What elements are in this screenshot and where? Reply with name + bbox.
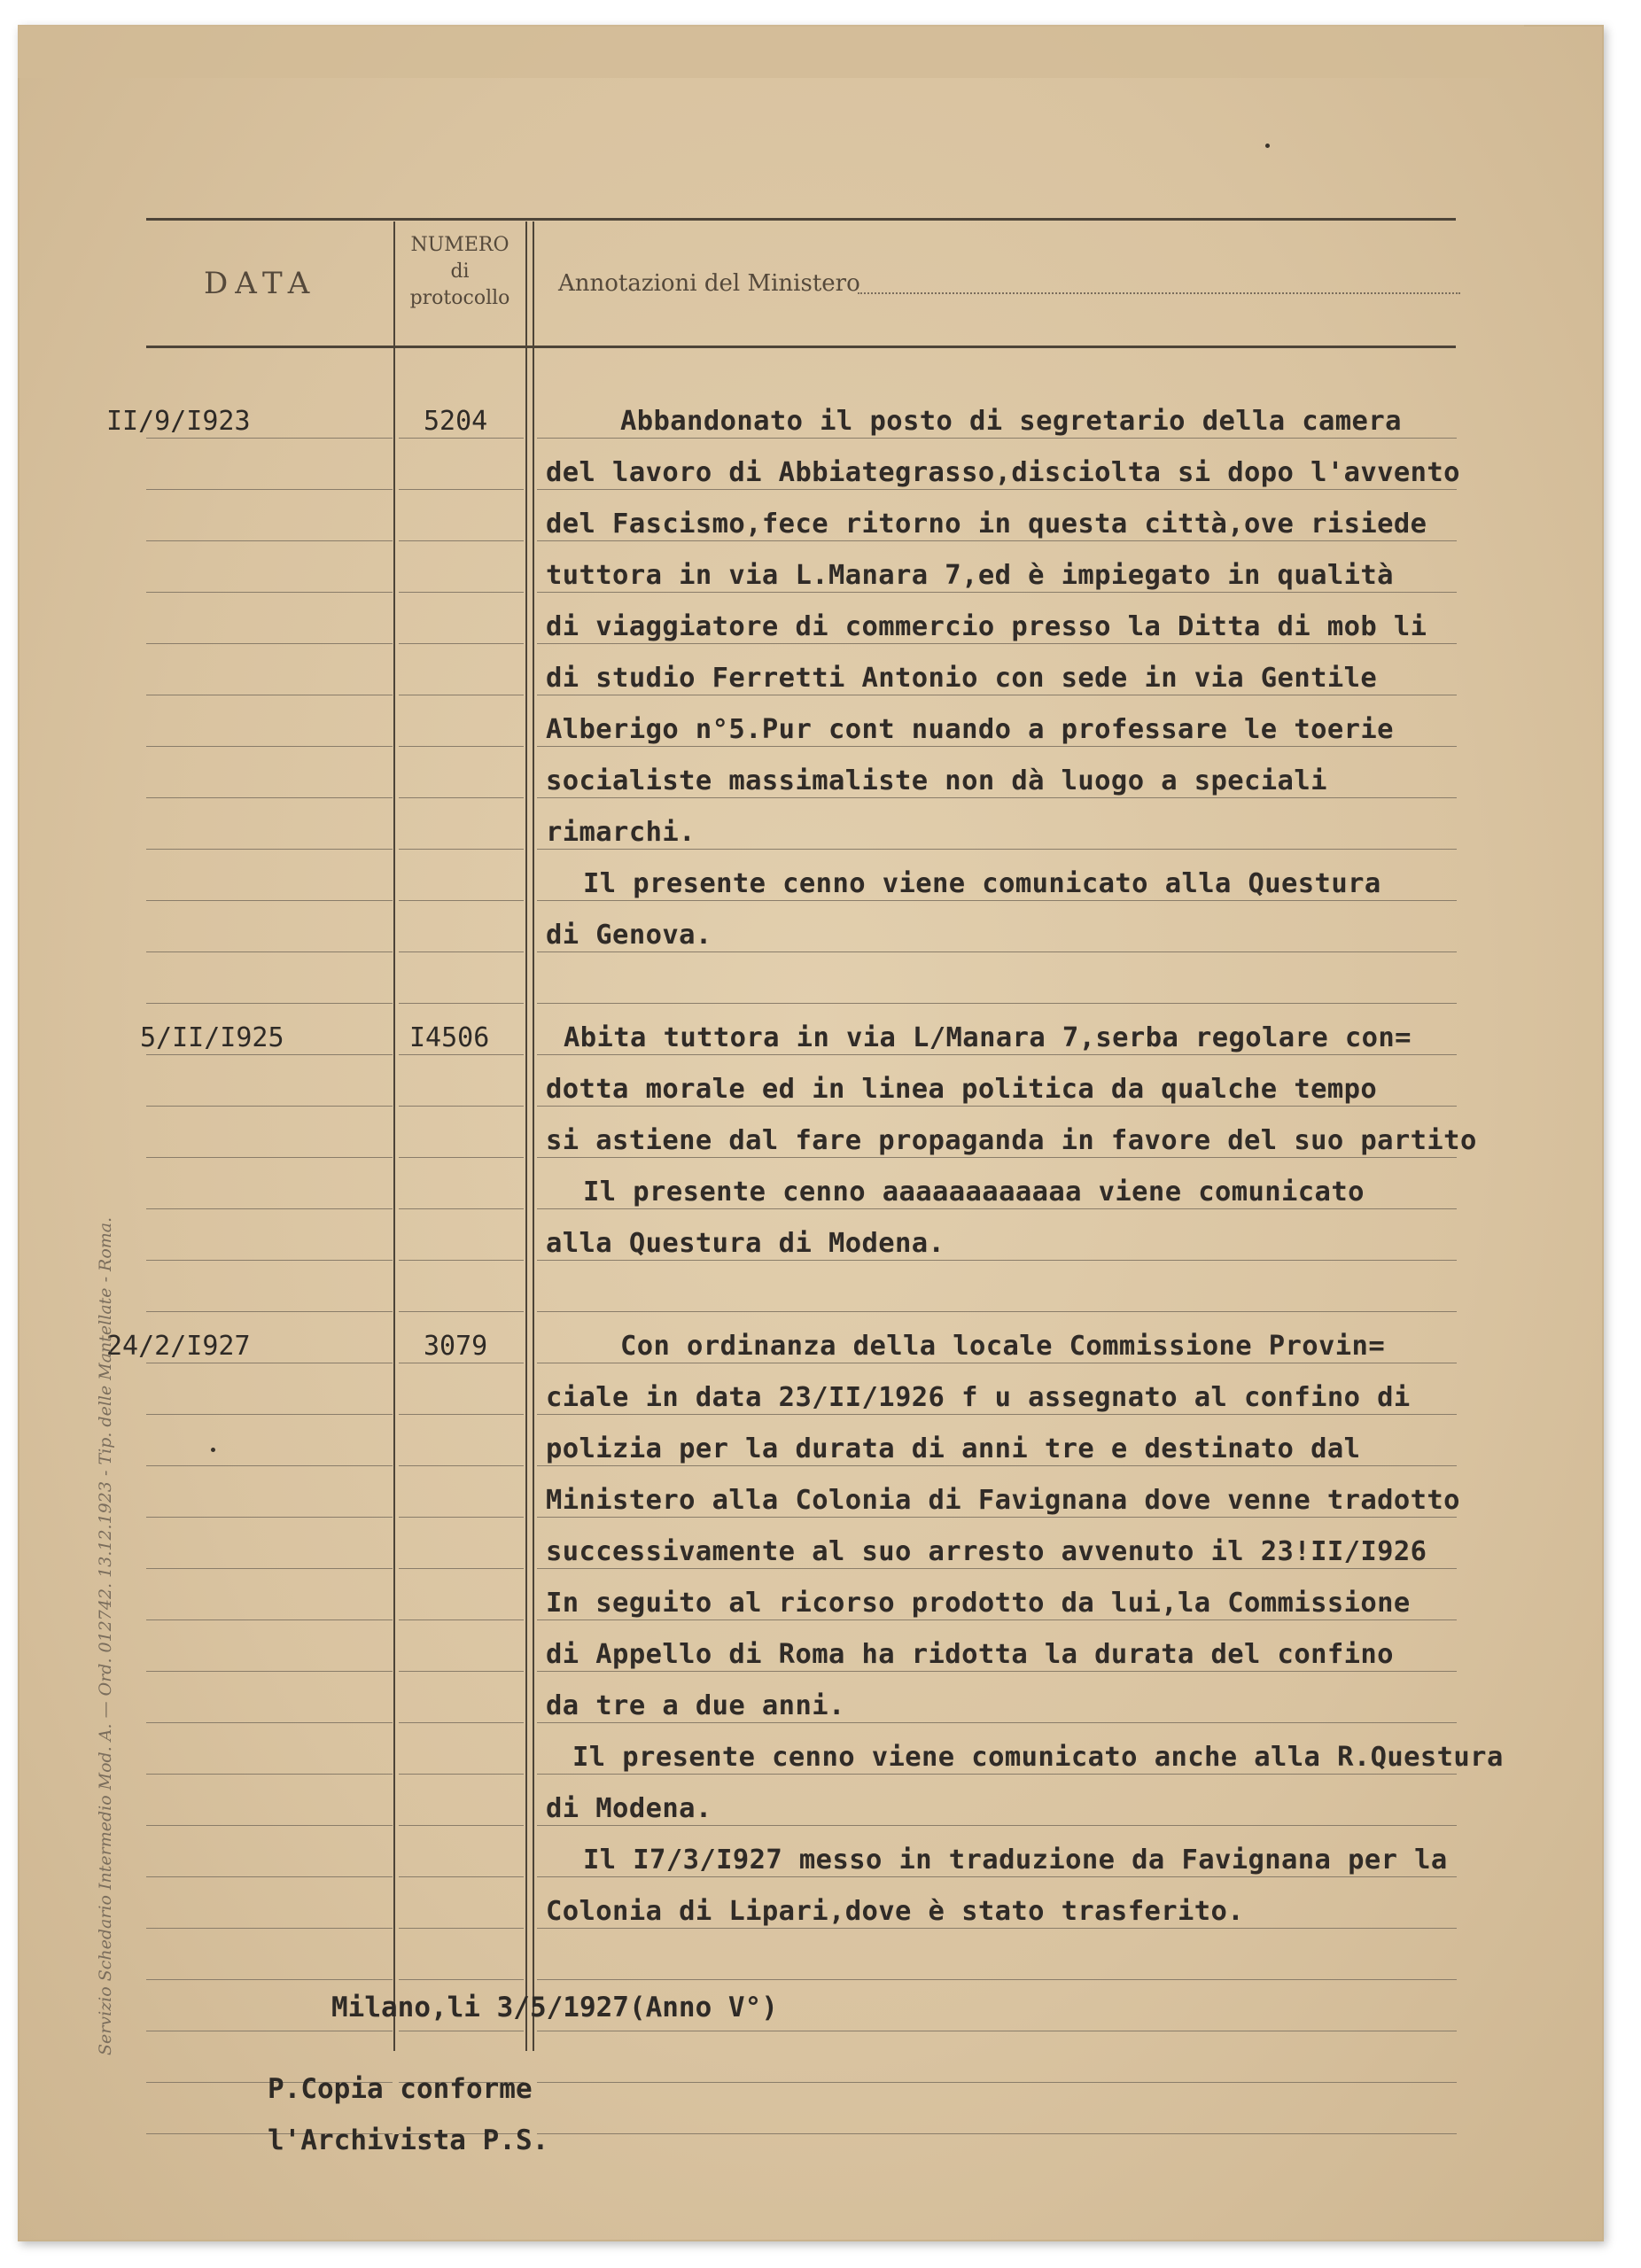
form-rule-line — [537, 1722, 1457, 1723]
form-rule-line — [146, 1928, 393, 1929]
form-rule-line — [399, 1054, 524, 1055]
protocol-header-line1: NUMERO — [410, 234, 509, 256]
form-rule-line — [146, 592, 393, 593]
form-rule-line — [537, 438, 1457, 439]
form-rule-line — [399, 849, 524, 850]
entry-text-line: di studio Ferretti Antonio con sede in via Gentile — [546, 663, 1378, 694]
entry-protocol: I4506 — [409, 1022, 490, 1053]
form-rule-line — [537, 797, 1457, 798]
form-rule-line — [146, 900, 393, 901]
form-rule-line — [537, 1825, 1457, 1826]
form-rule-line — [146, 1465, 393, 1466]
entry-text-line: Con ordinanza della locale Commissione Provin= — [620, 1331, 1386, 1362]
entry-text-line: successivamente al suo arresto avvenuto il 23!II/I926 — [546, 1536, 1427, 1567]
form-rule-line — [146, 1106, 393, 1107]
entry-text-line: del Fascismo,fece ritorno in questa città,ove risiede — [546, 509, 1427, 540]
form-rule-line — [537, 1465, 1457, 1466]
entry-date: 24/2/I927 — [106, 1331, 251, 1362]
form-rule-line — [399, 1106, 524, 1107]
form-rule-line — [146, 489, 393, 490]
header-top-rule — [146, 218, 1456, 221]
form-rule-line — [146, 1671, 393, 1672]
entry-text-line: di viaggiatore di commercio presso la Ditta di mob li — [546, 611, 1427, 642]
form-rule-line — [399, 1311, 524, 1312]
form-rule-line — [146, 797, 393, 798]
form-rule-line — [537, 1619, 1457, 1620]
copy-conform-line: P.Copia conforme — [268, 2073, 533, 2105]
entry-text-line: tuttora in via L.Manara 7,ed è impiegato in qualità — [546, 560, 1394, 591]
form-rule-line — [537, 2133, 1457, 2134]
form-rule-line — [537, 489, 1457, 490]
form-rule-line — [146, 1876, 393, 1877]
form-rule-line — [537, 592, 1457, 593]
form-rule-line — [146, 1208, 393, 1209]
form-rule-line — [399, 643, 524, 644]
form-rule-line — [399, 1414, 524, 1415]
entry-text-line: si astiene dal fare propaganda in favore del suo partito — [546, 1125, 1477, 1156]
form-rule-line — [399, 1157, 524, 1158]
form-rule-line — [537, 1311, 1457, 1312]
form-rule-line — [537, 1517, 1457, 1518]
form-rule-line — [537, 1414, 1457, 1415]
form-rule-line — [146, 1517, 393, 1518]
entry-text-line: Il presente cenno aaaaaaaaaaaa viene comunicato — [583, 1177, 1365, 1208]
entry-text-line: Colonia di Lipari,dove è stato trasferito. — [546, 1896, 1245, 1927]
form-rule-line — [146, 951, 393, 952]
form-rule-line — [537, 746, 1457, 747]
entry-text-line: ciale in data 23/II/1926 f u assegnato al confino di — [546, 1382, 1411, 1413]
form-rule-line — [399, 1671, 524, 1672]
entry-protocol: 3079 — [424, 1331, 488, 1362]
form-rule-line — [537, 540, 1457, 541]
form-rule-line — [537, 643, 1457, 644]
column-separator-right-double — [533, 221, 534, 2051]
form-rule-line — [146, 1568, 393, 1569]
form-rule-line — [146, 438, 393, 439]
form-rule-line — [399, 1208, 524, 1209]
form-rule-line — [146, 849, 393, 850]
entry-text-line: di Appello di Roma ha ridotta la durata del confino — [546, 1639, 1394, 1670]
form-rule-line — [146, 1619, 393, 1620]
header-dotted-line — [858, 292, 1460, 294]
form-rule-line — [146, 1414, 393, 1415]
entry-text-line: Il presente cenno viene comunicato anche alla R.Questura — [572, 1742, 1504, 1773]
entry-text-line: Il presente cenno viene comunicato alla Questura — [583, 868, 1381, 899]
paper-fold-strip — [18, 25, 1524, 78]
form-rule-line — [537, 1260, 1457, 1261]
form-rule-line — [146, 1774, 393, 1775]
entry-text-line: Il I7/3/I927 messo in traduzione da Favignana per la — [583, 1845, 1448, 1876]
entry-text-line: Abita tuttora in via L/Manara 7,serba regolare con= — [564, 1022, 1412, 1053]
form-rule-line — [537, 1979, 1457, 1980]
form-rule-line — [146, 1157, 393, 1158]
form-rule-line — [146, 1260, 393, 1261]
form-rule-line — [537, 1876, 1457, 1877]
form-rule-line — [399, 1619, 524, 1620]
form-rule-line — [399, 540, 524, 541]
entry-text-line: da tre a due anni. — [546, 1690, 845, 1721]
column-separator-right — [525, 221, 527, 2051]
form-rule-line — [399, 1517, 524, 1518]
entry-text-line: Alberigo n°5.Pur cont nuando a professare le toerie — [546, 714, 1394, 745]
form-rule-line — [399, 438, 524, 439]
form-rule-line — [146, 1825, 393, 1826]
form-rule-line — [399, 489, 524, 490]
form-rule-line — [537, 1774, 1457, 1775]
archivist-signature-line: l'Archivista P.S. — [268, 2124, 549, 2156]
ink-speck — [1265, 144, 1270, 148]
header-bottom-rule — [146, 346, 1456, 348]
form-rule-line — [399, 1003, 524, 1004]
place-and-date: Milano,li 3/5/1927(Anno V°) — [331, 1992, 778, 2023]
form-rule-line — [537, 1003, 1457, 1004]
form-rule-line — [537, 1054, 1457, 1055]
form-rule-line — [399, 746, 524, 747]
protocol-header-line2: di — [450, 260, 470, 283]
entry-text-line: di Modena. — [546, 1793, 712, 1824]
entry-text-line: socialiste massimaliste non dà luogo a speciali — [546, 765, 1327, 796]
form-rule-line — [399, 1568, 524, 1569]
column-header-annotations: Annotazioni del Ministero — [558, 270, 860, 297]
form-rule-line — [537, 1157, 1457, 1158]
form-rule-line — [399, 1722, 524, 1723]
form-rule-line — [537, 1671, 1457, 1672]
entry-protocol: 5204 — [424, 406, 488, 437]
form-rule-line — [399, 592, 524, 593]
form-rule-line — [537, 1106, 1457, 1107]
form-rule-line — [399, 797, 524, 798]
form-rule-line — [399, 1260, 524, 1261]
entry-date: 5/II/I925 — [140, 1022, 284, 1053]
entry-text-line: polizia per la durata di anni tre e destinato dal — [546, 1433, 1361, 1464]
entry-text-line: Ministero alla Colonia di Favignana dove venne tradotto — [546, 1485, 1460, 1516]
form-rule-line — [146, 1979, 393, 1980]
form-rule-line — [399, 1774, 524, 1775]
ink-speck — [211, 1448, 215, 1452]
entry-text-line: alla Questura di Modena. — [546, 1228, 945, 1259]
entry-text-line: rimarchi. — [546, 817, 696, 848]
form-rule-line — [537, 951, 1457, 952]
form-rule-line — [399, 1465, 524, 1466]
protocol-header-line3: protocollo — [409, 287, 510, 309]
form-rule-line — [146, 746, 393, 747]
entry-text-line: Abbandonato il posto di segretario della camera — [620, 406, 1402, 437]
form-rule-line — [146, 1054, 393, 1055]
form-rule-line — [399, 951, 524, 952]
form-rule-line — [399, 1825, 524, 1826]
column-header-data: DATA — [204, 266, 317, 301]
form-rule-line — [146, 1311, 393, 1312]
entry-text-line: di Genova. — [546, 920, 712, 951]
form-rule-line — [399, 1979, 524, 1980]
entry-date: II/9/I923 — [106, 406, 251, 437]
form-rule-line — [537, 1568, 1457, 1569]
entry-text-line: dotta morale ed in linea politica da qualche tempo — [546, 1074, 1378, 1105]
form-rule-line — [146, 540, 393, 541]
form-rule-line — [399, 1876, 524, 1877]
form-rule-line — [146, 1722, 393, 1723]
printer-imprint: Servizio Schedario Intermedio Mod. A. — Ord. 012742. 13.12.1923 - Tip. delle Mantellate - Roma. — [96, 1216, 115, 2055]
column-header-protocol — [393, 232, 526, 312]
form-rule-line — [537, 1208, 1457, 1209]
form-rule-line — [537, 1928, 1457, 1929]
entry-text-line: del lavoro di Abbiategrasso,disciolta si dopo l'avvento — [546, 457, 1460, 488]
form-rule-line — [399, 900, 524, 901]
column-separator-left — [393, 221, 395, 2051]
form-rule-line — [399, 1928, 524, 1929]
form-rule-line — [537, 2082, 1457, 2083]
form-rule-line — [537, 900, 1457, 901]
entry-text-line: In seguito al ricorso prodotto da lui,la Commissione — [546, 1588, 1411, 1619]
form-rule-line — [146, 643, 393, 644]
form-rule-line — [537, 849, 1457, 850]
form-rule-line — [146, 1003, 393, 1004]
